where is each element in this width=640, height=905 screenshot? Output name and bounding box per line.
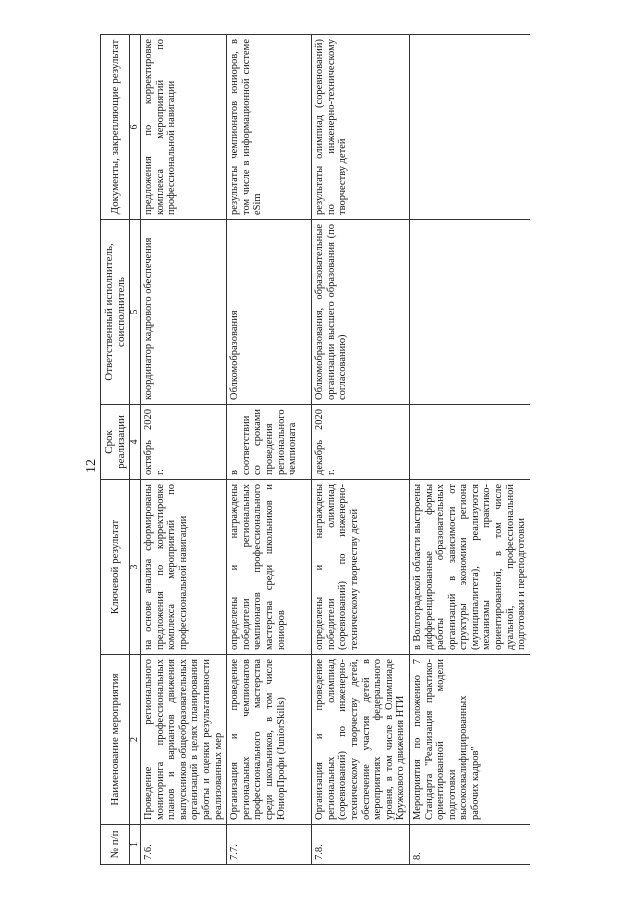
row-documents — [409, 35, 529, 220]
column-number: 4 — [130, 405, 141, 480]
row-name: Организация и проведение региональных чемпионатов профессионального мастерства среди школьников, в том числе ЮниорПрофи (JuniorSkills) — [227, 655, 312, 825]
row-name: Организация и проведение региональных олимпиад (соревнований) по инженерно-техническому творчеству детей, обеспечение участия детей в мероприятиях федерального уровня, в том числе в Олимпиаде Кружкового движения НТИ — [312, 655, 410, 825]
row-name: Проведение регионального мониторинга профессиональных планов и вариантов движения выпускников общеобразовательных организаций в целях планирования работы и оценки результативности реализованных мер — [141, 655, 227, 825]
header-result: Ключевой результат — [101, 480, 130, 655]
row-number: 7.8. — [312, 825, 410, 865]
column-number: 2 — [130, 655, 141, 825]
row-result: на основе анализа сформированы предложения по корректировке комплекса мероприятий по профессиональной навигации — [141, 480, 227, 655]
row-responsible — [409, 220, 529, 405]
header-responsible: Ответственный исполнитель, соисполнитель — [101, 220, 130, 405]
header-name: Наименование мероприятия — [101, 655, 130, 825]
row-result: определены и награждены победители олимпиад (соревнований) по инженерно-техническому творчеству детей — [312, 480, 410, 655]
row-documents: предложения по корректировке комплекса мероприятий по профессиональной навигации — [141, 35, 227, 220]
column-number: 3 — [130, 480, 141, 655]
row-number: 8. — [409, 825, 529, 865]
row-result: в Волгоградской области выстроены дифференцированные формы работы образовательных организаций в зависимости от структуры экономики региона (муниципалитета), реализуются механизмы практико-ориентированной, в том числе дуальной, профессиональной подготовки и переподготовки — [409, 480, 529, 655]
row-responsible: координатор кадрового обеспечения — [141, 220, 227, 405]
row-term: октябрь 2020 г. — [141, 405, 227, 480]
table-header-row — [101, 35, 130, 865]
row-result: определены и награждены победители региональных чемпионатов профессионального мастерства среди школьников и юниоров — [227, 480, 312, 655]
row-responsible: Облкомобразования, образовательные организации высшего образования (по согласованию) — [312, 220, 410, 405]
table-row — [141, 35, 227, 865]
header-term: Срок реализации — [101, 405, 130, 480]
row-name: Мероприятия по положению 7 Стандарта "Реализация практико-ориентированной модели подготовки высококвалифицированных рабочих кадров" — [409, 655, 529, 825]
page-number: 12 — [84, 459, 99, 473]
row-number: 7.7. — [227, 825, 312, 865]
table-row — [409, 35, 529, 865]
row-documents: результаты олимпиад (соревнований) по инженерно-техническому творчеству детей — [312, 35, 410, 220]
column-number: 5 — [130, 220, 141, 405]
table-row — [227, 35, 312, 865]
row-term — [409, 405, 529, 480]
row-term: декабрь 2020 г. — [312, 405, 410, 480]
action-plan-table — [100, 34, 530, 865]
row-responsible: Облкомобразования — [227, 220, 312, 405]
column-number: 6 — [130, 35, 141, 220]
header-number: № п/п — [101, 825, 130, 865]
row-number: 7.6. — [141, 825, 227, 865]
column-number: 1 — [130, 825, 141, 865]
row-term: в соответствии со сроками проведения регионального чемпионата — [227, 405, 312, 480]
column-number-row — [130, 35, 141, 865]
row-documents: результаты чемпионатов юниоров, в том числе в информационной системе eSim — [227, 35, 312, 220]
table-row — [312, 35, 410, 865]
header-documents: Документы, закрепляющие результат — [101, 35, 130, 220]
